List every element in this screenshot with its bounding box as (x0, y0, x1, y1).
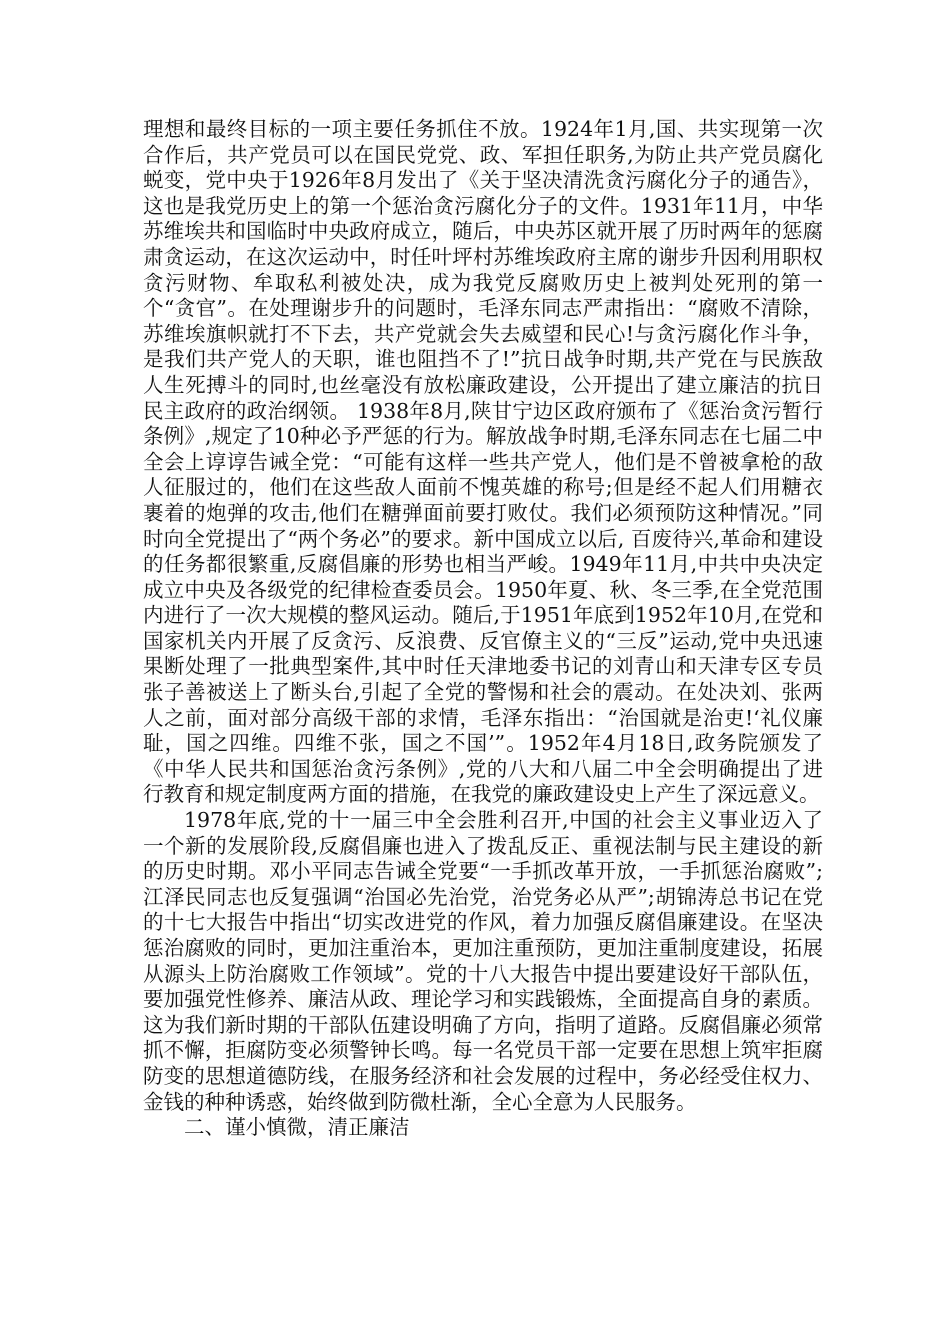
document-body (143, 117, 823, 1141)
section-heading: 二、谨小慎微，清正廉洁 (184, 1115, 410, 1140)
paragraph-reform-era: 1978年底,党的十一届三中全会胜利召开,中国的社会主义事业迈入了一个新的发展阶段,反腐倡廉也进入了拨乱反正、重视法制与民主建设的新的历史时期。邓小平同志告诫全党要“一手抓改革开放，一手抓惩治腐败”;江泽民同志也反复强调“治国必先治党，治党务必从严”;胡锦涛总书记在党的十七大报告中指出“切实改进党的作风，着力加强反腐倡廉建设。在坚决惩治腐败的同时，更加注重治本，更加注重预防，更加注重制度建设，拓展从源头上防治腐败工作领域”。党的十八大报告中提出要建设好干部队伍，要加强党性修养、廉洁从政、理论学习和实践锻炼，全面提高自身的素质。这为我们新时期的干部队伍建设明确了方向，指明了道路。反腐倡廉必须常抓不懈，拒腐防变必须警钟长鸣。每一名党员干部一定要在思想上筑牢拒腐防变的思想道德防线，在服务经济和社会发展的过程中，务必经受住权力、金钱的种种诱惑，始终做到防微杜渐，全心全意为人民服务。 (143, 808, 823, 1114)
paragraph-history: 理想和最终目标的一项主要任务抓住不放。1924年1月,国、共实现第一次合作后，共产党员可以在国民党党、政、军担任职务,为防止共产党员腐化蜕变，党中央于1926年8月发出了《关于坚决清洗贪污腐化分子的通告》，这也是我党历史上的第一个惩治贪污腐化分子的文件。1931年11月，中华苏维埃共和国临时中央政府成立，随后，中央苏区就开展了历时两年的惩腐肃贪运动，在这次运动中，时任叶坪村苏维埃政府主席的谢步升因利用职权贪污财物、牟取私利被处决，成为我党反腐败历史上被判处死刑的第一个“贪官”。在处理谢步升的问题时，毛泽东同志严肃指出：“腐败不清除，苏维埃旗帜就打不下去，共产党就会失去威望和民心!与贪污腐化作斗争，是我们共产党人的天职，谁也阻挡不了!”抗日战争时期,共产党在与民族敌人生死搏斗的同时,也丝毫没有放松廉政建设，公开提出了建立廉洁的抗日民主政府的政治纲领。 1938年8月,陕甘宁边区政府颁布了《惩治贪污暂行条例》,规定了10种必予严惩的行为。解放战争时期,毛泽东同志在七届二中全会上谆谆告诫全党：“可能有这样一些共产党人，他们是不曾被拿枪的敌人征服过的，他们在这些敌人面前不愧英雄的称号;但是经不起人们用糖衣裹着的炮弹的攻击,他们在糖弹面前要打败仗。我们必须预防这种情况。”同时向全党提出了“两个务必”的要求。新中国成立以后, 百废待兴,革命和建设的任务都很繁重,反腐倡廉的形势也相当严峻。1949年11月,中共中央决定成立中央及各级党的纪律检查委员会。1950年夏、秋、冬三季,在全党范围内进行了一次大规模的整风运动。随后,于1951年底到1952年10月,在党和国家机关内开展了反贪污、反浪费、反官僚主义的“三反”运动,党中央迅速果断处理了一批典型案件,其中时任天津地委书记的刘青山和天津专区专员张子善被送上了断头台,引起了全党的警惕和社会的震动。在处决刘、张两人之前，面对部分高级干部的求情，毛泽东指出：“治国就是治吏!‘礼仪廉耻，国之四维。四维不张，国之不国’”。1952年4月18日,政务院颁发了《中华人民共和国惩治贪污条例》,党的八大和八届二中全会明确提出了进行教育和规定制度两方面的措施，在我党的廉政建设史上产生了深远意义。 (143, 117, 823, 807)
